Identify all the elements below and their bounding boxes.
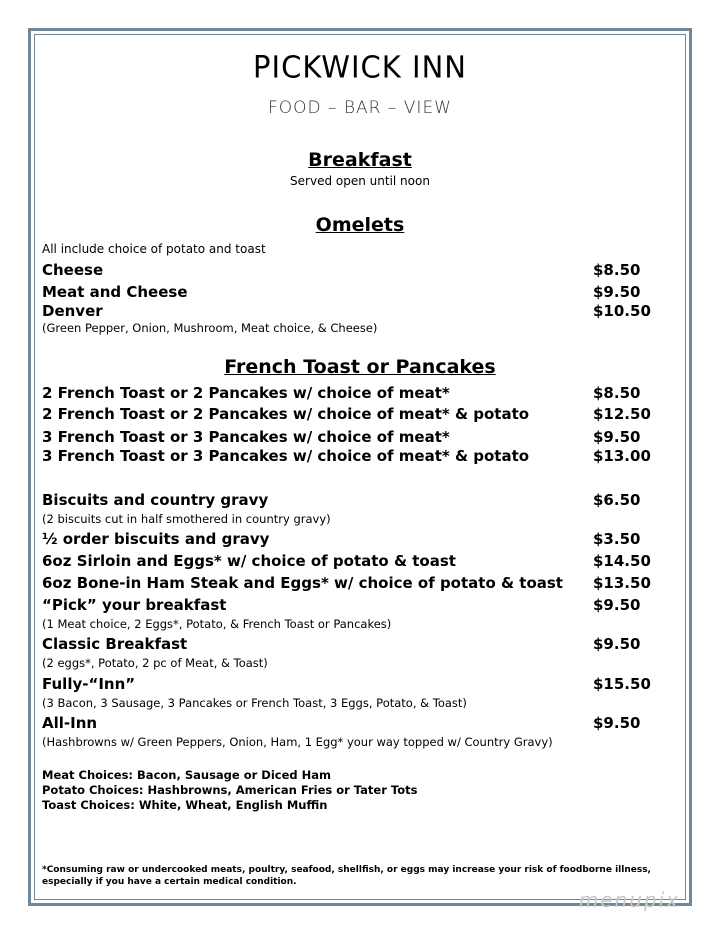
menu-item-name: All-Inn — [42, 714, 98, 732]
breakfast-heading: Breakfast — [308, 149, 412, 171]
menu-item-price: $9.50 — [593, 635, 641, 653]
breakfast-served-note: Served open until noon — [290, 174, 430, 188]
menu-item-name: Classic Breakfast — [42, 635, 188, 653]
menu-item-price: $6.50 — [593, 491, 641, 509]
menu-item-description: (3 Bacon, 3 Sausage, 3 Pancakes or French Toast, 3 Eggs, Potato, & Toast) — [42, 696, 467, 710]
menu-item-price: $15.50 — [593, 675, 651, 693]
menu-item-price: $13.50 — [593, 574, 651, 592]
restaurant-title: PICKWICK INN — [253, 49, 467, 85]
menu-item-name: Biscuits and country gravy — [42, 491, 269, 509]
menu-item-description: (Green Pepper, Onion, Mushroom, Meat choice, & Cheese) — [42, 321, 378, 335]
meat-choices: Meat Choices: Bacon, Sausage or Diced Ham — [42, 768, 331, 782]
menu-item-price: $3.50 — [593, 530, 641, 548]
menu-item-price: $9.50 — [593, 283, 641, 301]
menu-item-name: 6oz Bone-in Ham Steak and Eggs* w/ choice of potato & toast — [42, 574, 563, 592]
menu-item-description: (1 Meat choice, 2 Eggs*, Potato, & French Toast or Pancakes) — [42, 617, 392, 631]
menu-item-price: $8.50 — [593, 384, 641, 402]
menu-item-name: 2 French Toast or 2 Pancakes w/ choice of meat* — [42, 384, 450, 402]
menu-item-name: ½ order biscuits and gravy — [42, 530, 270, 548]
menu-item-description: (Hashbrowns w/ Green Peppers, Onion, Ham, 1 Egg* your way topped w/ Country Gravy) — [42, 735, 553, 749]
menu-item-name: 2 French Toast or 2 Pancakes w/ choice of meat* & potato — [42, 405, 530, 423]
menu-item-price: $10.50 — [593, 302, 651, 320]
menu-item-price: $14.50 — [593, 552, 651, 570]
menu-item-name: Cheese — [42, 261, 104, 279]
menu-item-name: Meat and Cheese — [42, 283, 188, 301]
omelets-heading: Omelets — [315, 214, 405, 236]
menupix-watermark: menupix — [578, 888, 680, 912]
french-toast-heading: French Toast or Pancakes — [224, 356, 496, 378]
menu-item-price: $9.50 — [593, 428, 641, 446]
menu-item-price: $8.50 — [593, 261, 641, 279]
menu-item-name: 3 French Toast or 3 Pancakes w/ choice of meat* — [42, 428, 450, 446]
menu-item-name: 6oz Sirloin and Eggs* w/ choice of potato & toast — [42, 552, 456, 570]
menu-item-price: $9.50 — [593, 714, 641, 732]
potato-choices: Potato Choices: Hashbrowns, American Fries or Tater Tots — [42, 783, 418, 797]
foodborne-illness-disclaimer: *Consuming raw or undercooked meats, poultry, seafood, shellfish, or eggs may increase your risk of foodborne illness, especially if you have a certain medical condition. — [42, 865, 651, 887]
menu-item-description: (2 eggs*, Potato, 2 pc of Meat, & Toast) — [42, 656, 268, 670]
menu-item-name: Fully-“Inn” — [42, 675, 136, 693]
menu-item-name: Denver — [42, 302, 103, 320]
menu-item-description: (2 biscuits cut in half smothered in country gravy) — [42, 512, 331, 526]
menu-item-name: 3 French Toast or 3 Pancakes w/ choice of meat* & potato — [42, 447, 530, 465]
menu-item-price: $9.50 — [593, 596, 641, 614]
menu-item-name: “Pick” your breakfast — [42, 596, 227, 614]
omelets-intro: All include choice of potato and toast — [42, 242, 266, 256]
menu-item-price: $12.50 — [593, 405, 651, 423]
toast-choices: Toast Choices: White, Wheat, English Muffin — [42, 798, 328, 812]
menu-item-price: $13.00 — [593, 447, 651, 465]
restaurant-tagline: FOOD – BAR – VIEW — [267, 98, 452, 118]
